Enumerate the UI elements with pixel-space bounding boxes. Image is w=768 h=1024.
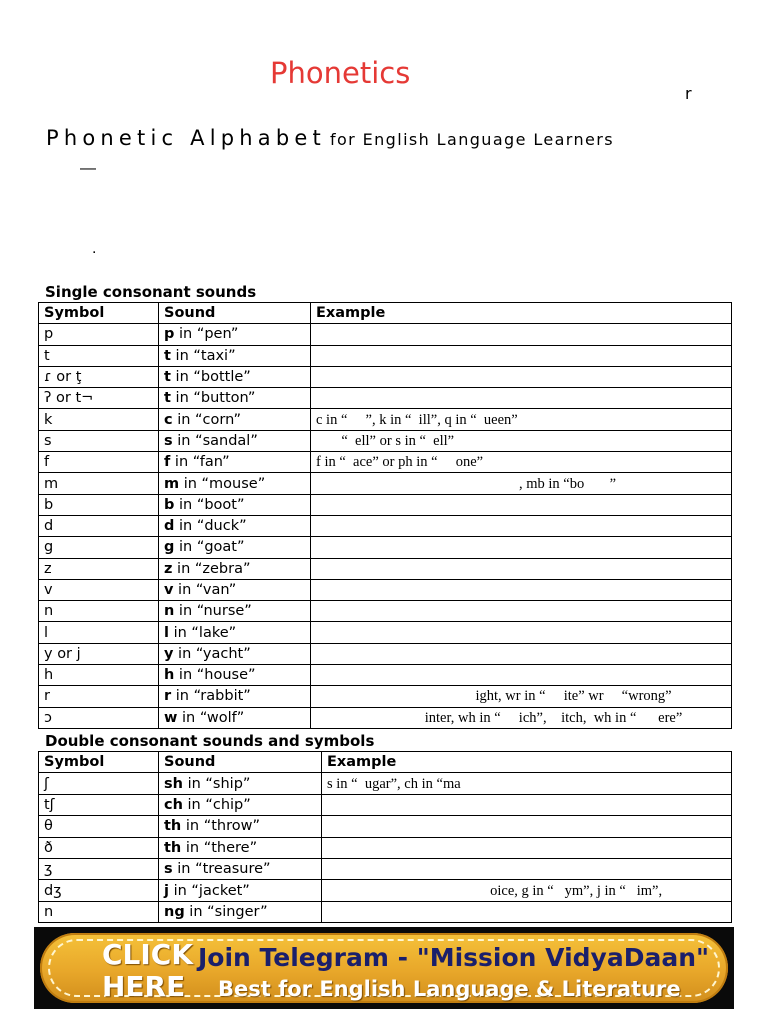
table-row [39, 816, 732, 837]
column-header: Sound [159, 752, 322, 773]
sound-letter: f [164, 454, 171, 471]
page-title: Phonetics [270, 56, 411, 90]
table-row [39, 366, 732, 387]
sound-word: in “pen” [174, 326, 239, 343]
example-cell [322, 858, 732, 879]
sound-cell [159, 558, 311, 579]
sound-word: in “there” [181, 839, 258, 856]
table-row [39, 622, 732, 643]
sound-letter: sh [164, 775, 183, 792]
symbol-cell: ʔ or t¬ [39, 388, 159, 409]
sound-cell [159, 430, 311, 451]
table-row [39, 643, 732, 664]
sound-word: in “van” [173, 582, 237, 598]
example-cell: f in “ ace” or ph in “ one” [311, 452, 732, 473]
sound-word: in “mouse” [179, 475, 266, 492]
sound-letter: th [164, 818, 182, 835]
table-row [39, 858, 732, 879]
sound-word: in “nurse” [174, 603, 252, 620]
example-cell [311, 537, 732, 558]
sound-cell [159, 901, 322, 922]
sound-cell [159, 515, 311, 536]
column-header: Sound [159, 303, 311, 324]
table-row [39, 452, 732, 473]
sound-cell [159, 837, 322, 858]
sound-cell [159, 601, 311, 622]
table-row [39, 515, 732, 536]
symbol-cell: t [39, 345, 159, 366]
column-header: Example [311, 303, 732, 324]
single-consonant-title: Single consonant sounds [45, 283, 257, 301]
sound-letter: n [164, 603, 175, 620]
sound-cell [159, 388, 311, 409]
table-row [39, 707, 732, 728]
sound-letter: g [164, 539, 175, 556]
sound-word: in “button” [170, 390, 256, 407]
table-row [39, 558, 732, 579]
symbol-cell: ʒ [39, 858, 159, 879]
example-cell: ight, wr in “ ite” wr “wrong” [311, 686, 732, 707]
sound-letter: b [164, 496, 175, 513]
sound-word: in “house” [174, 667, 256, 684]
sound-letter: y [164, 645, 174, 662]
sound-word: in “treasure” [172, 861, 271, 878]
example-cell [322, 901, 732, 922]
sound-word: in “rabbit” [171, 688, 251, 705]
sound-word: in “goat” [174, 539, 245, 556]
table-row [39, 537, 732, 558]
sound-word: in “lake” [168, 624, 237, 641]
sound-cell [159, 707, 311, 728]
sound-letter: c [164, 411, 173, 428]
table-row [39, 773, 732, 794]
example-cell: inter, wh in “ ich”, itch, wh in “ ere” [311, 707, 732, 728]
example-cell: oice, g in “ ym”, j in “ im”, [322, 880, 732, 901]
sound-cell [159, 537, 311, 558]
sound-word: in “duck” [174, 518, 247, 535]
banner-tagline: Best for English Language & Literature [218, 977, 681, 1001]
table-row [39, 430, 732, 451]
sound-word: in “wolf” [177, 709, 245, 726]
sound-letter: t [164, 390, 171, 407]
symbol-cell: d [39, 515, 159, 536]
table-row [39, 388, 732, 409]
table-row [39, 837, 732, 858]
table-row [39, 324, 732, 345]
sound-word: in “chip” [182, 796, 251, 813]
heading-main: Phonetic Alphabet [46, 126, 326, 150]
sound-letter: z [164, 560, 173, 577]
table-row [39, 345, 732, 366]
example-cell [311, 494, 732, 515]
example-cell [322, 816, 732, 837]
sound-letter: p [164, 326, 175, 343]
sound-cell [159, 643, 311, 664]
sound-word: in “singer” [184, 903, 268, 920]
symbol-cell: ɾ or ţ [39, 366, 159, 387]
example-cell [311, 558, 732, 579]
example-cell: “ ell” or s in “ ell” [311, 430, 732, 451]
symbol-cell: n [39, 901, 159, 922]
sound-word: in “ship” [182, 775, 251, 792]
sound-cell [159, 324, 311, 345]
sound-letter: v [164, 582, 174, 598]
symbol-cell: s [39, 430, 159, 451]
symbol-cell: g [39, 537, 159, 558]
sound-word: in “jacket” [168, 882, 250, 899]
sound-cell [159, 773, 322, 794]
table-row [39, 686, 732, 707]
telegram-banner[interactable] [34, 927, 734, 1009]
symbol-cell: dʒ [39, 880, 159, 901]
banner-telegram-text: Join Telegram - "Mission VidyaDaan" [198, 943, 710, 972]
sound-cell [159, 622, 311, 643]
sound-word: in “taxi” [170, 347, 236, 364]
example-cell [322, 837, 732, 858]
example-cell [311, 345, 732, 366]
sound-cell [159, 366, 311, 387]
sound-letter: r [164, 688, 172, 705]
example-cell [311, 643, 732, 664]
double-consonant-table [38, 751, 732, 923]
symbol-cell: ɔ [39, 707, 159, 728]
symbol-cell: k [39, 409, 159, 430]
sound-cell [159, 409, 311, 430]
sound-letter: t [164, 347, 171, 364]
table-row [39, 794, 732, 815]
example-cell [322, 794, 732, 815]
table-row [39, 409, 732, 430]
click-label-line2: HERE [102, 970, 186, 1003]
column-header: Example [322, 752, 732, 773]
sound-word: in “bottle” [170, 369, 251, 386]
symbol-cell: v [39, 579, 159, 600]
symbol-cell: n [39, 601, 159, 622]
sound-word: in “yacht” [173, 645, 251, 662]
sound-letter: l [164, 624, 169, 641]
sound-cell [159, 686, 311, 707]
symbol-cell: p [39, 324, 159, 345]
symbol-cell: b [39, 494, 159, 515]
symbol-cell: r [39, 686, 159, 707]
table-row [39, 880, 732, 901]
sound-letter: s [164, 432, 173, 449]
example-cell [311, 366, 732, 387]
table-row [39, 901, 732, 922]
sound-letter: t [164, 369, 171, 386]
table-header-row [39, 303, 732, 324]
sound-letter: ch [164, 796, 183, 813]
sound-letter: s [164, 861, 173, 878]
sound-letter: th [164, 839, 182, 856]
example-cell [311, 665, 732, 686]
sound-cell [159, 816, 322, 837]
sound-cell [159, 858, 322, 879]
symbol-cell: z [39, 558, 159, 579]
column-header: Symbol [39, 303, 159, 324]
symbol-cell: h [39, 665, 159, 686]
sound-letter: ng [164, 903, 185, 920]
sound-word: in “boot” [174, 496, 245, 513]
table-row [39, 473, 732, 494]
dash-mark: — [80, 160, 96, 177]
sound-cell [159, 794, 322, 815]
sound-cell [159, 880, 322, 901]
sound-word: in “corn” [172, 411, 242, 428]
double-consonant-title: Double consonant sounds and symbols [45, 732, 375, 750]
table-row [39, 579, 732, 600]
table-row [39, 665, 732, 686]
example-cell [311, 601, 732, 622]
sound-cell [159, 452, 311, 473]
symbol-cell: l [39, 622, 159, 643]
sound-word: in “sandal” [172, 432, 258, 449]
sound-cell [159, 665, 311, 686]
example-cell: , mb in “bo ” [311, 473, 732, 494]
sound-letter: h [164, 667, 175, 684]
sound-cell [159, 345, 311, 366]
document-heading [46, 126, 614, 150]
table-row [39, 494, 732, 515]
heading-subtitle: for English Language Learners [329, 130, 615, 149]
example-cell [311, 388, 732, 409]
banner-pill[interactable] [40, 933, 728, 1003]
table-header-row [39, 752, 732, 773]
example-cell [311, 515, 732, 536]
symbol-cell: tʃ [39, 794, 159, 815]
symbol-cell: y or j [39, 643, 159, 664]
symbol-cell: θ [39, 816, 159, 837]
example-cell: c in “ ”, k in “ ill”, q in “ ueen” [311, 409, 732, 430]
example-cell [311, 324, 732, 345]
table-row [39, 601, 732, 622]
symbol-cell: m [39, 473, 159, 494]
click-here-label[interactable] [102, 939, 193, 1003]
example-cell [311, 579, 732, 600]
sound-letter: w [164, 709, 178, 726]
symbol-cell: ʃ [39, 773, 159, 794]
symbol-cell: ð [39, 837, 159, 858]
sound-word: in “fan” [170, 454, 230, 471]
stray-letter: r [685, 84, 692, 103]
column-header: Symbol [39, 752, 159, 773]
single-consonant-table [38, 302, 732, 729]
sound-word: in “zebra” [172, 560, 251, 577]
sound-letter: d [164, 518, 175, 535]
dot-mark: . [92, 240, 97, 257]
sound-word: in “throw” [181, 818, 260, 835]
sound-letter: m [164, 475, 180, 492]
symbol-cell: f [39, 452, 159, 473]
example-cell: s in “ ugar”, ch in “ma [322, 773, 732, 794]
sound-letter: j [164, 882, 169, 899]
sound-cell [159, 579, 311, 600]
sound-cell [159, 473, 311, 494]
click-label-line1: CLICK [102, 938, 194, 971]
example-cell [311, 622, 732, 643]
sound-cell [159, 494, 311, 515]
